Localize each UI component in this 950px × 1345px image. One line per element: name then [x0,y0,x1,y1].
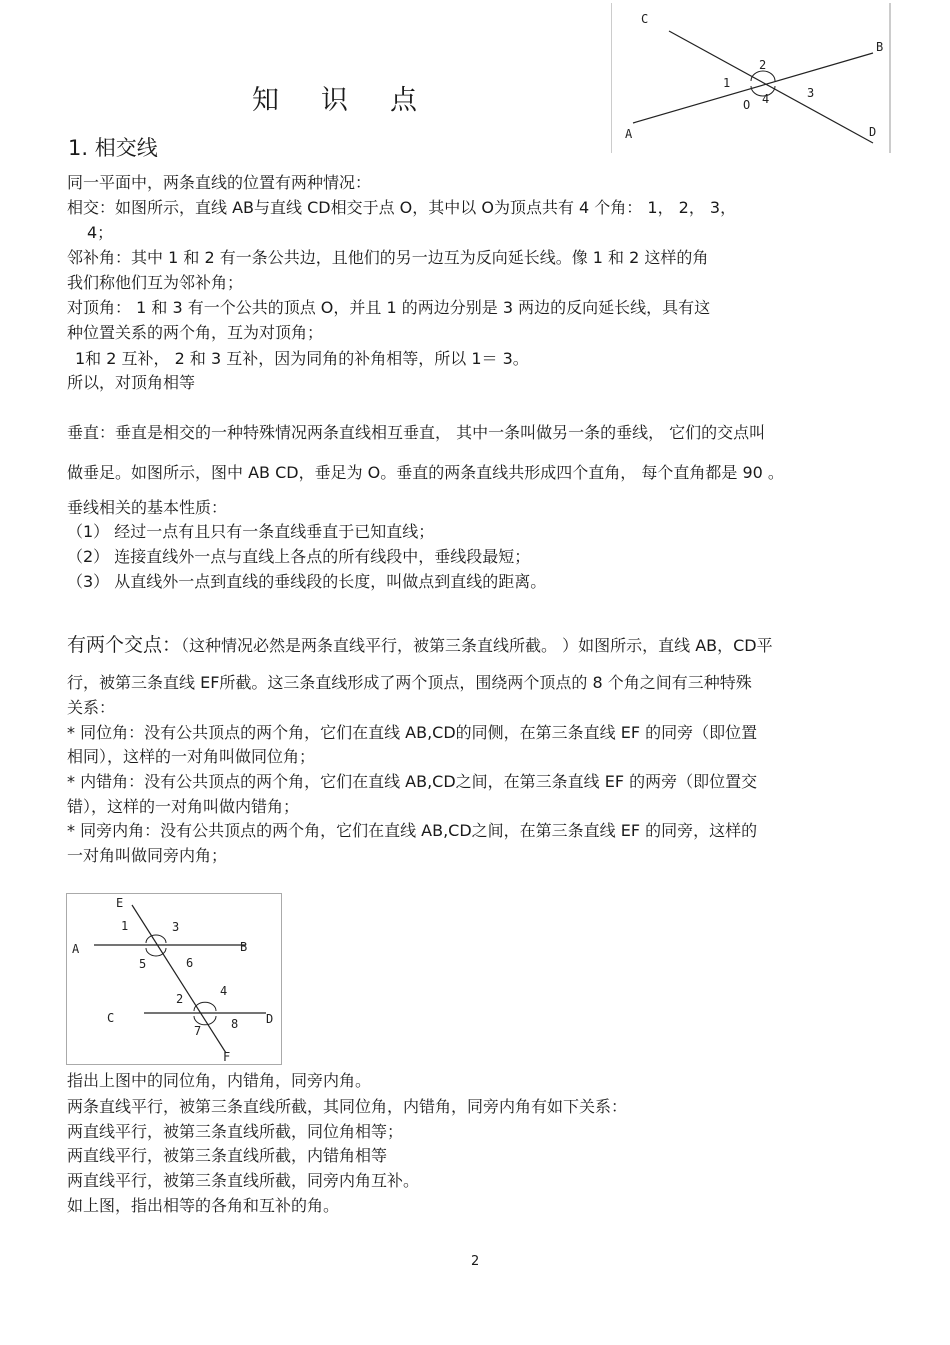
text-line: （3） 从直线外一点到直线的垂线段的长度，叫做点到直线的距离。 [67,572,547,591]
text-line: 种位置关系的两个角，互为对顶角； [67,323,324,342]
label-angle-1: 1 [121,919,129,933]
label-a: A [72,942,80,956]
label-angle-7: 7 [194,1024,202,1038]
text-line: 我们称他们互为邻补角； [67,273,244,292]
text-line: 对顶角： 1 和 3 有一个公共的顶点 O，并且 1 的两边分别是 3 两边的反向延长线，具有这 [67,298,711,317]
label-b: B [240,940,248,954]
text-line: 邻补角：其中 1 和 2 有一条公共边，且他们的另一边互为反向延长线。像 1 和 2 这样的角 [67,248,709,267]
page-number: 2 [471,1254,480,1269]
label-f: F [223,1050,231,1064]
section-heading-two-intersections: 有两个交点： [67,634,182,656]
page-title: 知 识 点 [252,85,417,116]
label-b: B [876,40,884,54]
label-d: D [266,1012,274,1026]
label-a: A [625,127,633,141]
text-line: 关系： [67,698,116,717]
label-c: C [641,12,649,26]
text-line: （2） 连接直线外一点与直线上各点的所有线段中，垂线段最短； [67,547,531,566]
text-line: 相同），这样的一对角叫做同位角； [67,747,316,766]
text-line: 两直线平行，被第三条直线所截，内错角相等 [67,1146,388,1165]
label-angle-4: 4 [220,984,228,998]
label-angle-5: 5 [139,957,147,971]
text-line: 两条直线平行，被第三条直线所截，其同位角，内错角，同旁内角有如下关系： [67,1097,628,1116]
text-line: 两直线平行，被第三条直线所截，同位角相等； [67,1122,404,1141]
text-line: 一对角叫做同旁内角； [67,846,228,865]
text-line: 两直线平行，被第三条直线所截，同旁内角互补。 [67,1171,420,1190]
label-o: O [743,98,751,112]
label-angle-3: 3 [807,86,815,100]
text-line: 相交：如图所示，直线 AB与直线 CD相交于点 O，其中以 O为顶点共有 4 个角： 1， 2， 3， [67,198,737,217]
text-line: 指出上图中的同位角，内错角，同旁内角。 [67,1071,372,1090]
label-c: C [107,1011,115,1025]
figure-parallel-lines-transversal [66,893,282,1065]
label-angle-3: 3 [172,920,180,934]
line-cd [669,31,873,143]
label-angle-4: 4 [762,92,770,106]
text-line: 行，被第三条直线 EF所截。这三条直线形成了两个顶点，围绕两个顶点的 8 个角之间有三种特殊 [67,673,752,692]
text-line: 1和 2 互补， 2 和 3 互补，因为同角的补角相等，所以 1＝ 3。 [75,349,529,368]
text-line: 4； [87,223,114,242]
text-line: 垂直：垂直是相交的一种特殊情况两条直线相互垂直， 其中一条叫做另一条的垂线， 它们的交点叫 [67,423,766,442]
text-line: 垂线相关的基本性质： [67,498,228,517]
text-line: 同一平面中，两条直线的位置有两种情况： [67,173,372,192]
text-line: 做垂足。如图所示，图中 AB CD，垂足为 O。垂直的两条直线共形成四个直角， 每个直角都是 90 。 [67,463,784,482]
figure-intersecting-lines [611,3,891,153]
text-line: * 同位角：没有公共顶点的两个角，它们在直线 AB,CD的同侧，在第三条直线 EF 的同旁（即位置 [67,723,758,742]
label-angle-2: 2 [759,58,767,72]
text-line: 错），这样的一对角叫做内错角； [67,797,300,816]
text-line: * 同旁内角：没有公共顶点的两个角，它们在直线 AB,CD之间，在第三条直线 EF 的同旁，这样的 [67,821,758,840]
text-line: 如上图，指出相等的各角和互补的角。 [67,1196,340,1215]
line-ab [633,53,873,123]
text-line: * 内错角：没有公共顶点的两个角，它们在直线 AB,CD之间，在第三条直线 EF 的两旁（即位置交 [67,772,758,791]
label-angle-1: 1 [723,76,731,90]
label-angle-6: 6 [186,956,194,970]
label-angle-8: 8 [231,1017,239,1031]
text-line: （1） 经过一点有且只有一条直线垂直于已知直线； [67,522,435,541]
text-line: 有两个交点：（这种情况必然是两条直线平行，被第三条直线所截。 ）如图所示，直线 AB，CD平 [67,634,773,656]
label-d: D [869,125,877,139]
text-line: 所以，对顶角相等 [67,373,196,392]
section-heading-intersecting-lines: 1. 相交线 [68,136,158,160]
label-e: E [116,896,124,910]
label-angle-2: 2 [176,992,184,1006]
